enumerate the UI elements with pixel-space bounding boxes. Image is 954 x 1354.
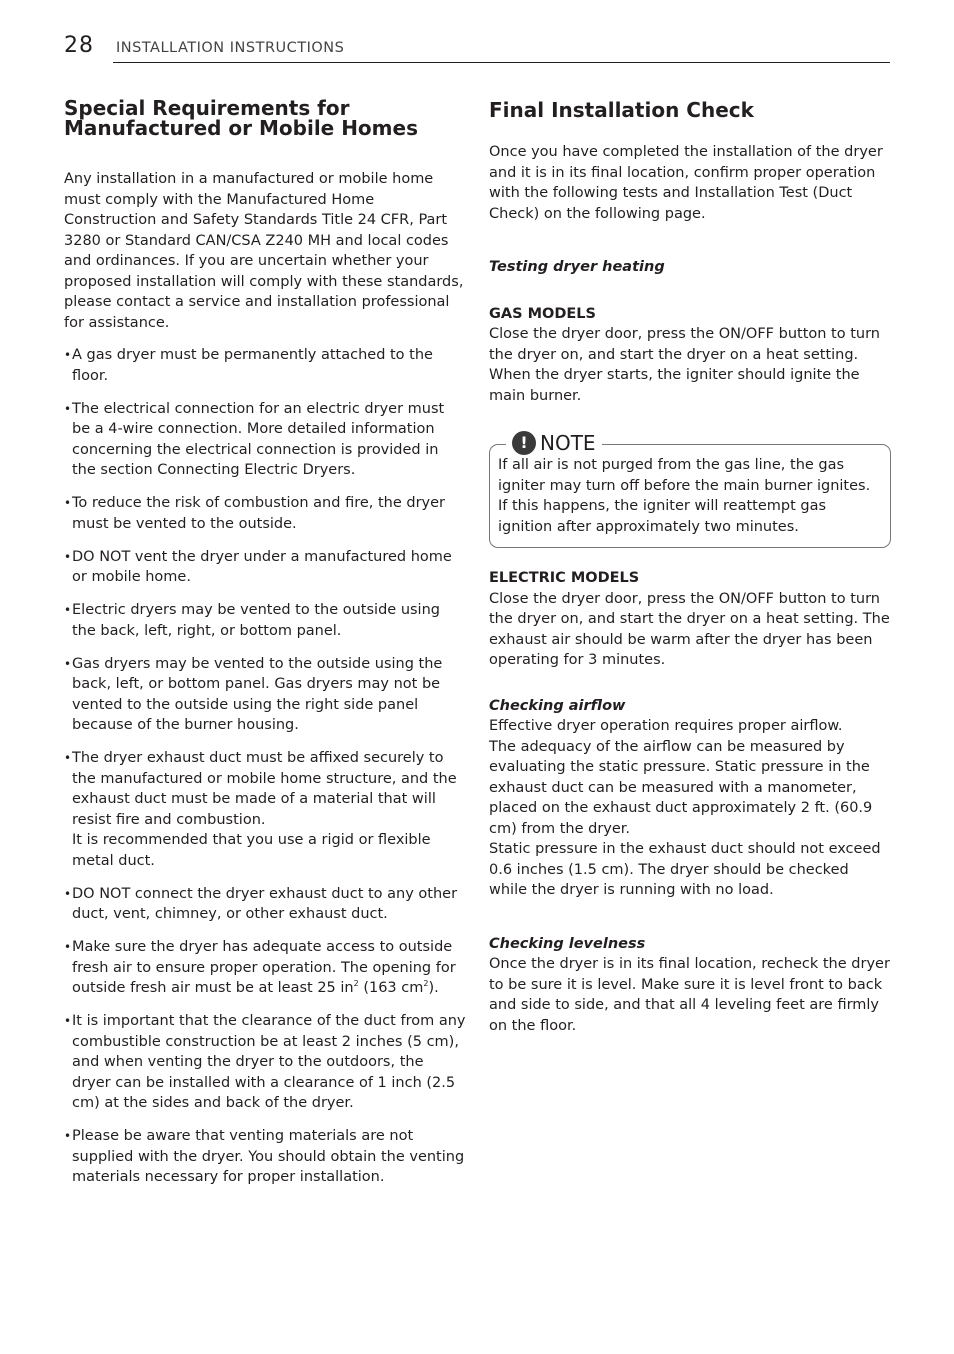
right-column (489, 98, 891, 1036)
requirements-list (64, 345, 466, 1188)
gas-models-heading: GAS MODELS (489, 305, 596, 322)
section-title: INSTALLATION INSTRUCTIONS (116, 40, 345, 56)
list-item: • Gas dryers may be vented to the outside using the back, left, or bottom panel. Gas dryers may not be vented to the outside using the right side panel because of the burner housing. (64, 654, 466, 736)
list-item: • A gas dryer must be permanently attached to the floor. (64, 345, 466, 386)
list-item: • To reduce the risk of combustion and fire, the dryer must be vented to the outside. (64, 493, 466, 534)
list-item: • The electrical connection for an electric dryer must be a 4-wire connection. More detailed information concerning the electrical connection is provided in the section Connecting Electric Dryers. (64, 399, 466, 481)
list-item: • It is important that the clearance of the duct from any combustible construction be at least 2 inches (5 cm), and when venting the dryer to the outdoors, the dryer can be installed with a clearance of 1 inch (2.5 cm) at the sides and back of the dryer. (64, 1011, 466, 1114)
electric-models-text: Close the dryer door, press the ON/OFF button to turn the dryer on, and start the dryer on a heat setting. The exhaust air should be warm after the dryer has been operating for 3 minutes. (489, 590, 890, 668)
note-label: ! NOTE (506, 431, 602, 455)
page-header (64, 33, 890, 64)
levelness-text: Once the dryer is in its final location, recheck the dryer to be sure it is level. Make sure it is level front to back and side to side, and that all 4 leveling feet are firmly on the floor. (489, 956, 890, 1034)
list-item: • DO NOT connect the dryer exhaust duct to any other duct, vent, chimney, or other exhaust duct. (64, 884, 466, 925)
testing-heating-heading: Testing dryer heating (489, 259, 665, 275)
gas-models-text: Close the dryer door, press the ON/OFF button to turn the dryer on, and start the dryer on a heat setting. When the dryer starts, the igniter should ignite the main burner. (489, 326, 880, 404)
mobile-homes-intro: Any installation in a manufactured or mobile home must comply with the Manufactured Home Construction and Safety Standards Title 24 CFR, Part 3280 or Standard CAN/CSA Z240 MH and local codes and ordinances. If you are uncertain whether your proposed installation will comply with these standards, please contact a service and installation professional for assistance. (64, 171, 464, 331)
list-item: • Make sure the dryer has adequate access to outside fresh air to ensure proper operation. The opening for outside fresh air must be at least 25 $in^2$ (163 $cm^2$). (64, 937, 466, 999)
final-check-heading: Final Installation Check (489, 98, 754, 122)
list-item: • Electric dryers may be vented to the outside using the back, left, right, or bottom panel. (64, 600, 466, 641)
note-text: If all air is not purged from the gas line, the gas igniter may turn off before the main burner ignites. If this happens, the igniter will reattempt gas ignition after approximately two minutes. (498, 457, 871, 535)
mobile-homes-heading: Special Requirements for Manufactured or Mobile Homes (64, 96, 418, 140)
page-number: 28 (64, 33, 94, 58)
note-box (489, 431, 891, 548)
electric-models-heading: ELECTRIC MODELS (489, 570, 640, 586)
airflow-text-3: Static pressure in the exhaust duct should not exceed 0.6 inches (1.5 cm). The dryer should be checked while the dryer is running with no load. (489, 841, 881, 898)
left-column (64, 98, 466, 1200)
list-item: • DO NOT vent the dryer under a manufactured home or mobile home. (64, 547, 466, 588)
final-check-intro: Once you have completed the installation of the dryer and it is in its final location, confirm proper operation with the following tests and Installation Test (Duct Check) on the following page. (489, 144, 883, 222)
checking-airflow-heading: Checking airflow (489, 697, 626, 714)
exclamation-icon: ! (512, 431, 536, 455)
list-item: • The dryer exhaust duct must be affixed securely to the manufactured or mobile home structure, and the exhaust duct must be made of a material that will resist fire and combustion. It is recommended that you use a rigid or flexible metal duct. (64, 748, 466, 871)
list-item: • Please be aware that venting materials are not supplied with the dryer. You should obtain the venting materials necessary for proper installation. (64, 1126, 466, 1188)
airflow-text-2: The adequacy of the airflow can be measured by evaluating the static pressure. Static pressure in the exhaust duct can be measured with a manometer, placed on the exhaust duct approximately 2 ft. (60.9 cm) from the dryer. (489, 738, 873, 837)
checking-levelness-heading: Checking levelness (489, 935, 646, 952)
airflow-text-1: Effective dryer operation requires proper airflow. (489, 718, 843, 734)
header-rule (113, 62, 890, 63)
